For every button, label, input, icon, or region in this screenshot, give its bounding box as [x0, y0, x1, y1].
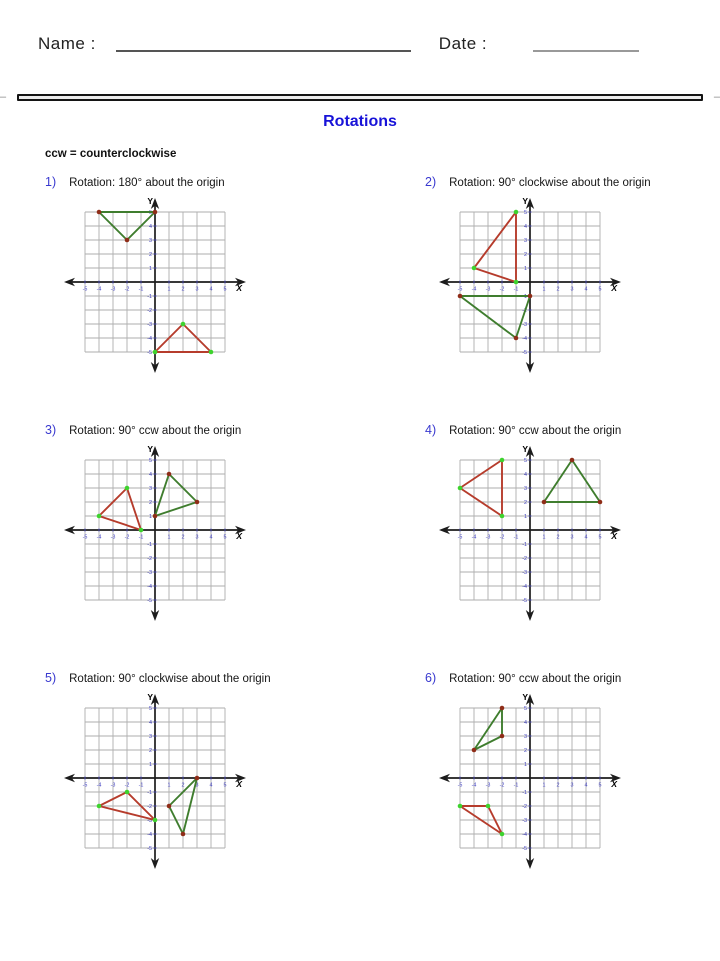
x-tick-label: -1 [513, 534, 519, 541]
problem-1 [0, 175, 360, 423]
y-axis-label: Y [147, 444, 153, 454]
x-tick-label: -2 [124, 286, 130, 293]
coordinate-grid [438, 692, 622, 870]
y-tick-label: -4 [522, 584, 527, 590]
image-vertex-dot [486, 804, 491, 809]
problem-heading [425, 671, 720, 687]
y-tick-label: 5 [524, 706, 527, 712]
y-axis-label: Y [147, 196, 153, 206]
x-axis-label: X [236, 779, 242, 789]
y-tick-label: 2 [524, 500, 527, 506]
y-tick-label: -5 [522, 350, 527, 356]
y-tick-label: -3 [147, 570, 152, 576]
x-tick-label: -4 [471, 782, 477, 789]
problem-title: Rotation: 90° clockwise about the origin [69, 673, 271, 685]
divider [0, 92, 720, 102]
x-axis-label: X [236, 531, 242, 541]
y-tick-label: 5 [149, 210, 152, 216]
x-axis-label: X [236, 283, 242, 293]
y-tick-label: 4 [149, 720, 152, 726]
x-tick-label: 3 [195, 782, 199, 789]
x-tick-label: 5 [598, 782, 602, 789]
image-vertex-dot [125, 790, 130, 795]
x-tick-label: -1 [138, 534, 144, 541]
image-triangle [472, 210, 519, 285]
x-tick-label: 3 [195, 534, 199, 541]
x-axis-label: X [611, 779, 617, 789]
problem-3 [0, 423, 360, 671]
problem-5 [0, 671, 360, 919]
preimage-vertex-dot [153, 514, 158, 519]
image-vertex-dot [181, 322, 186, 327]
y-tick-label: 4 [524, 224, 527, 230]
preimage-triangle-outline [155, 474, 197, 516]
image-vertex-dot [500, 832, 505, 837]
preimage-vertex-dot [181, 832, 186, 837]
y-tick-label: -2 [147, 804, 152, 810]
preimage-vertex-dot [500, 734, 505, 739]
x-tick-label: 1 [542, 286, 546, 293]
y-tick-label: -5 [147, 598, 152, 604]
x-tick-label: -4 [96, 286, 102, 293]
y-tick-label: 3 [524, 486, 527, 492]
image-triangle-outline [474, 212, 516, 282]
preimage-vertex-dot [598, 500, 603, 505]
y-axis-label: Y [147, 692, 153, 702]
problem-6 [360, 671, 720, 919]
y-tick-label: -3 [147, 322, 152, 328]
preimage-vertex-dot [167, 472, 172, 477]
preimage-vertex-dot [125, 238, 130, 243]
image-triangle [97, 486, 144, 533]
y-tick-label: -3 [522, 570, 527, 576]
coordinate-grid [438, 196, 622, 374]
image-vertex-dot [458, 486, 463, 491]
y-tick-label: -2 [522, 308, 527, 314]
x-tick-label: 1 [167, 782, 171, 789]
problem-number: 1) [45, 175, 57, 189]
y-tick-label: -2 [522, 556, 527, 562]
x-tick-label: -1 [513, 782, 519, 789]
x-tick-label: 4 [584, 286, 588, 293]
axes [72, 205, 238, 366]
y-tick-label: 3 [524, 238, 527, 244]
image-vertex-dot [514, 280, 519, 285]
x-tick-label: 4 [209, 534, 213, 541]
name-blank-line [116, 47, 411, 52]
x-tick-label: -5 [82, 782, 88, 789]
coordinate-grid [63, 196, 247, 374]
y-tick-label: -2 [147, 308, 152, 314]
x-tick-label: -5 [82, 286, 88, 293]
y-tick-label: -1 [522, 542, 527, 548]
problem-title: Rotation: 180° about the origin [69, 177, 225, 189]
image-vertex-dot [500, 458, 505, 463]
y-tick-label: 2 [524, 748, 527, 754]
x-tick-label: 2 [181, 782, 185, 789]
preimage-vertex-dot [458, 294, 463, 299]
divider-left-dash: – [0, 91, 7, 103]
rotation-graph [425, 444, 720, 622]
x-tick-label: 4 [584, 534, 588, 541]
y-tick-label: -1 [522, 790, 527, 796]
x-tick-label: 1 [542, 534, 546, 541]
y-tick-label: 4 [524, 720, 527, 726]
problem-heading [45, 175, 360, 191]
date-blank-line [533, 47, 639, 52]
problem-title: Rotation: 90° clockwise about the origin [449, 177, 651, 189]
problem-heading [425, 175, 720, 191]
x-axis-label: X [611, 531, 617, 541]
y-tick-label: 1 [524, 762, 527, 768]
y-tick-label: 2 [149, 748, 152, 754]
problem-number: 5) [45, 671, 57, 685]
coordinate-grid [438, 444, 622, 622]
preimage-vertex-dot [153, 210, 158, 215]
preimage-vertex-dot [195, 776, 200, 781]
preimage-vertex-dot [97, 210, 102, 215]
x-tick-label: -4 [96, 782, 102, 789]
x-tick-label: -5 [82, 534, 88, 541]
y-tick-label: 4 [149, 224, 152, 230]
x-tick-label: -4 [96, 534, 102, 541]
x-tick-label: -1 [138, 782, 144, 789]
x-tick-label: 2 [556, 534, 560, 541]
y-tick-label: 5 [149, 706, 152, 712]
image-vertex-dot [125, 486, 130, 491]
x-tick-label: -4 [471, 534, 477, 541]
x-tick-label: -3 [110, 534, 116, 541]
x-tick-label: -2 [124, 534, 130, 541]
y-tick-label: -3 [522, 818, 527, 824]
problems-grid [0, 175, 720, 919]
rotation-graph [425, 692, 720, 870]
name-label: Name : [38, 34, 96, 53]
preimage-vertex-dot [514, 336, 519, 341]
x-tick-label: 3 [195, 286, 199, 293]
x-tick-label: -1 [138, 286, 144, 293]
problem-number: 2) [425, 175, 437, 189]
y-tick-label: 5 [524, 458, 527, 464]
axes [447, 205, 613, 366]
image-vertex-dot [472, 266, 477, 271]
y-tick-label: -4 [522, 832, 527, 838]
y-tick-label: 4 [149, 472, 152, 478]
preimage-triangle [458, 294, 533, 341]
y-axis-label: Y [522, 196, 528, 206]
x-tick-label: -5 [457, 534, 463, 541]
preimage-vertex-dot [167, 804, 172, 809]
page-title: Rotations [323, 113, 397, 130]
problem-heading [45, 671, 360, 687]
problem-heading [425, 423, 720, 439]
rotation-graph [425, 196, 720, 374]
y-tick-label: 2 [149, 500, 152, 506]
x-tick-label: 5 [598, 286, 602, 293]
x-tick-label: 5 [223, 286, 227, 293]
y-tick-label: 2 [149, 252, 152, 258]
problem-heading [45, 423, 360, 439]
x-tick-label: 2 [181, 534, 185, 541]
x-tick-label: 1 [167, 534, 171, 541]
y-tick-label: -4 [147, 584, 152, 590]
y-axis-label: Y [522, 692, 528, 702]
y-axis-label: Y [522, 444, 528, 454]
x-tick-label: 5 [223, 782, 227, 789]
x-tick-label: 2 [181, 286, 185, 293]
coordinate-grid [63, 692, 247, 870]
y-tick-label: 3 [524, 734, 527, 740]
x-axis-label: X [611, 283, 617, 293]
axes [72, 701, 238, 862]
y-tick-label: -5 [147, 846, 152, 852]
problem-2 [360, 175, 720, 423]
x-tick-label: -5 [457, 286, 463, 293]
y-tick-label: -2 [147, 556, 152, 562]
image-vertex-dot [97, 804, 102, 809]
y-tick-label: -3 [522, 322, 527, 328]
image-vertex-dot [153, 350, 158, 355]
x-tick-label: -3 [485, 534, 491, 541]
axes [72, 453, 238, 614]
y-tick-label: 1 [524, 266, 527, 272]
preimage-vertex-dot [195, 500, 200, 505]
date-label: Date : [438, 34, 488, 53]
y-tick-label: 3 [149, 734, 152, 740]
x-tick-label: 3 [570, 286, 574, 293]
axes [447, 701, 613, 862]
preimage-vertex-dot [542, 500, 547, 505]
x-tick-label: 4 [209, 782, 213, 789]
x-tick-label: -2 [499, 782, 505, 789]
x-tick-label: -3 [485, 286, 491, 293]
y-tick-label: -1 [522, 294, 527, 300]
problem-4 [360, 423, 720, 671]
problem-title: Rotation: 90° ccw about the origin [449, 673, 622, 685]
y-tick-label: 1 [149, 762, 152, 768]
problem-title: Rotation: 90° ccw about the origin [69, 425, 242, 437]
image-triangle-outline [99, 488, 141, 530]
image-vertex-dot [139, 528, 144, 533]
divider-right-dash: – [713, 91, 720, 103]
y-tick-label: 4 [524, 472, 527, 478]
y-tick-label: 5 [524, 210, 527, 216]
x-tick-label: -4 [471, 286, 477, 293]
y-tick-label: -1 [147, 294, 152, 300]
x-tick-label: 4 [584, 782, 588, 789]
x-tick-label: 3 [570, 534, 574, 541]
axes [447, 453, 613, 614]
image-vertex-dot [458, 804, 463, 809]
header-row [38, 30, 720, 54]
ccw-note: ccw = counterclockwise [45, 148, 177, 160]
problem-number: 4) [425, 423, 437, 437]
preimage-vertex-dot [500, 706, 505, 711]
x-tick-label: -2 [124, 782, 130, 789]
y-tick-label: 3 [149, 238, 152, 244]
x-tick-label: 5 [223, 534, 227, 541]
y-tick-label: 1 [149, 266, 152, 272]
x-tick-label: 3 [570, 782, 574, 789]
preimage-vertex-dot [570, 458, 575, 463]
y-tick-label: -2 [522, 804, 527, 810]
x-tick-label: -1 [513, 286, 519, 293]
x-tick-label: -2 [499, 286, 505, 293]
rotation-graph [45, 444, 360, 622]
x-tick-label: 2 [556, 782, 560, 789]
y-tick-label: -1 [147, 542, 152, 548]
coordinate-grid [63, 444, 247, 622]
divider-bar [17, 94, 703, 101]
x-tick-label: 1 [167, 286, 171, 293]
x-tick-label: -3 [110, 286, 116, 293]
image-vertex-dot [209, 350, 214, 355]
problem-number: 3) [45, 423, 57, 437]
x-tick-label: 2 [556, 286, 560, 293]
rotation-graph [45, 692, 360, 870]
problem-title: Rotation: 90° ccw about the origin [449, 425, 622, 437]
y-tick-label: -5 [522, 846, 527, 852]
x-tick-label: 4 [209, 286, 213, 293]
y-tick-label: -4 [147, 336, 152, 342]
image-vertex-dot [153, 818, 158, 823]
x-tick-label: -3 [485, 782, 491, 789]
y-tick-label: -1 [147, 790, 152, 796]
y-tick-label: 2 [524, 252, 527, 258]
x-tick-label: -5 [457, 782, 463, 789]
y-tick-label: -4 [147, 832, 152, 838]
preimage-triangle-outline [460, 296, 530, 338]
x-tick-label: 1 [542, 782, 546, 789]
y-tick-label: 1 [149, 514, 152, 520]
preimage-vertex-dot [528, 294, 533, 299]
image-vertex-dot [97, 514, 102, 519]
rotation-graph [45, 196, 360, 374]
y-tick-label: -5 [522, 598, 527, 604]
y-tick-label: 1 [524, 514, 527, 520]
x-tick-label: -3 [110, 782, 116, 789]
image-vertex-dot [514, 210, 519, 215]
y-tick-label: 5 [149, 458, 152, 464]
problem-number: 6) [425, 671, 437, 685]
x-tick-label: 5 [598, 534, 602, 541]
preimage-triangle [153, 472, 200, 519]
y-tick-label: 3 [149, 486, 152, 492]
y-tick-label: -5 [147, 350, 152, 356]
x-tick-label: -2 [499, 534, 505, 541]
y-tick-label: -3 [147, 818, 152, 824]
y-tick-label: -4 [522, 336, 527, 342]
image-vertex-dot [500, 514, 505, 519]
preimage-vertex-dot [472, 748, 477, 753]
